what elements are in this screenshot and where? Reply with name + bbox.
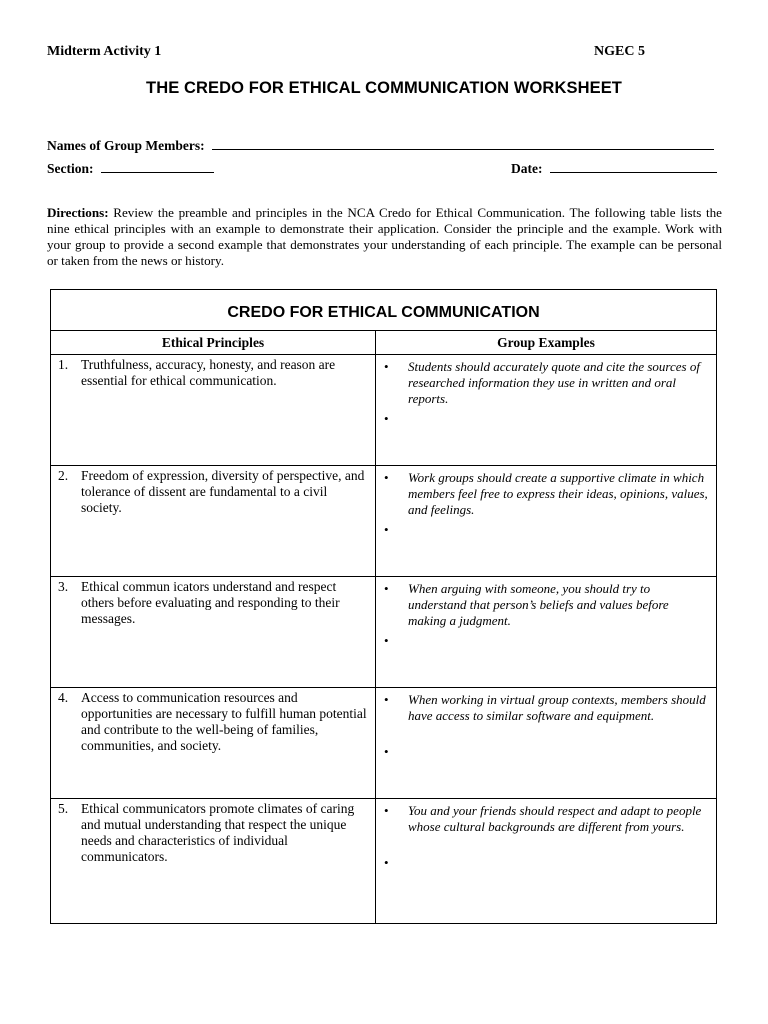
bullet-icon: •	[384, 855, 389, 870]
principle-text: Freedom of expression, diversity of perspective, and tolerance of dissent are fundamental to a civil society.	[81, 468, 365, 515]
bullet-icon: •	[384, 359, 389, 374]
example-cell	[376, 799, 716, 923]
bullet-icon: •	[384, 581, 389, 596]
bullet-icon: •	[384, 411, 389, 426]
example-cell	[376, 466, 716, 576]
table-title: CREDO FOR ETHICAL COMMUNICATION	[51, 290, 716, 331]
principle-cell	[51, 799, 376, 923]
principle-text: Ethical communicators promote climates of caring and mutual understanding that respect the unique needs and characteristics of individual communicators.	[81, 801, 355, 864]
principle-text: Access to communication resources and opportunities are necessary to fulfill human potential and contribute to the well-being of families, communities, and society.	[81, 690, 367, 753]
section-field-row	[47, 159, 214, 177]
example-text: When working in virtual group contexts, members should have access to similar software and equipment.	[408, 692, 706, 723]
group-example-input[interactable]	[408, 741, 708, 791]
date-field-row	[511, 159, 717, 177]
table-row	[51, 688, 716, 799]
principle-number: 3.	[58, 579, 69, 594]
principle-text: Truthfulness, accuracy, honesty, and reason are essential for ethical communication.	[81, 357, 336, 388]
group-example-input[interactable]	[408, 852, 708, 912]
principle-number: 2.	[58, 468, 69, 483]
principle-cell	[51, 688, 376, 798]
table-row	[51, 466, 716, 577]
worksheet-title: THE CREDO FOR ETHICAL COMMUNICATION WORKSHEET	[146, 79, 622, 97]
example-text: Work groups should create a supportive climate in which members feel free to express their ideas, opinions, values, and feelings.	[408, 470, 708, 517]
bullet-icon: •	[384, 522, 389, 537]
principle-text: Ethical commun icators understand and respect others before evaluating and responding to their messages.	[81, 579, 340, 626]
example-cell	[376, 688, 716, 798]
principle-cell	[51, 355, 376, 465]
directions-text: Review the preamble and principles in the NCA Credo for Ethical Communication. The following table lists the nine ethical principles with an example to demonstrate their application. Consider the principle and the example. Work with your group to provide a second example that demonstrates your understanding of each principle. The example can be personal or taken from the news or history.	[47, 205, 722, 268]
section-field[interactable]	[101, 159, 214, 173]
example-cell	[376, 355, 716, 465]
directions-paragraph	[47, 205, 722, 269]
example-text: You and your friends should respect and adapt to people whose cultural backgrounds are different from yours.	[408, 803, 702, 834]
principle-number: 1.	[58, 357, 69, 372]
table-row	[51, 577, 716, 688]
activity-label: Midterm Activity 1	[47, 44, 162, 59]
principle-number: 4.	[58, 690, 69, 705]
date-label: Date:	[511, 161, 543, 176]
principle-number: 5.	[58, 801, 69, 816]
col-header-examples: Group Examples	[497, 335, 595, 350]
bullet-icon: •	[384, 692, 389, 707]
credo-table	[50, 289, 717, 924]
section-label: Section:	[47, 161, 94, 176]
group-example-input[interactable]	[408, 408, 708, 458]
bullet-icon: •	[384, 744, 389, 759]
directions-label: Directions:	[47, 205, 109, 220]
table-row	[51, 355, 716, 466]
principle-cell	[51, 577, 376, 687]
course-code: NGEC 5	[594, 44, 645, 59]
example-text: When arguing with someone, you should try to understand that person’s beliefs and values before making a judgment.	[408, 581, 669, 628]
bullet-icon: •	[384, 470, 389, 485]
date-field[interactable]	[550, 159, 717, 173]
names-field[interactable]	[212, 136, 714, 150]
names-label: Names of Group Members:	[47, 138, 205, 153]
bullet-icon: •	[384, 803, 389, 818]
bullet-icon: •	[384, 633, 389, 648]
group-example-input[interactable]	[408, 519, 708, 569]
table-header-row	[51, 331, 716, 355]
principle-cell	[51, 466, 376, 576]
names-field-row	[47, 136, 714, 154]
group-example-input[interactable]	[408, 630, 708, 680]
example-text: Students should accurately quote and cite the sources of researched information they use in written and oral reports.	[408, 359, 700, 406]
table-row	[51, 799, 716, 923]
example-cell	[376, 577, 716, 687]
col-header-principles: Ethical Principles	[51, 331, 376, 354]
